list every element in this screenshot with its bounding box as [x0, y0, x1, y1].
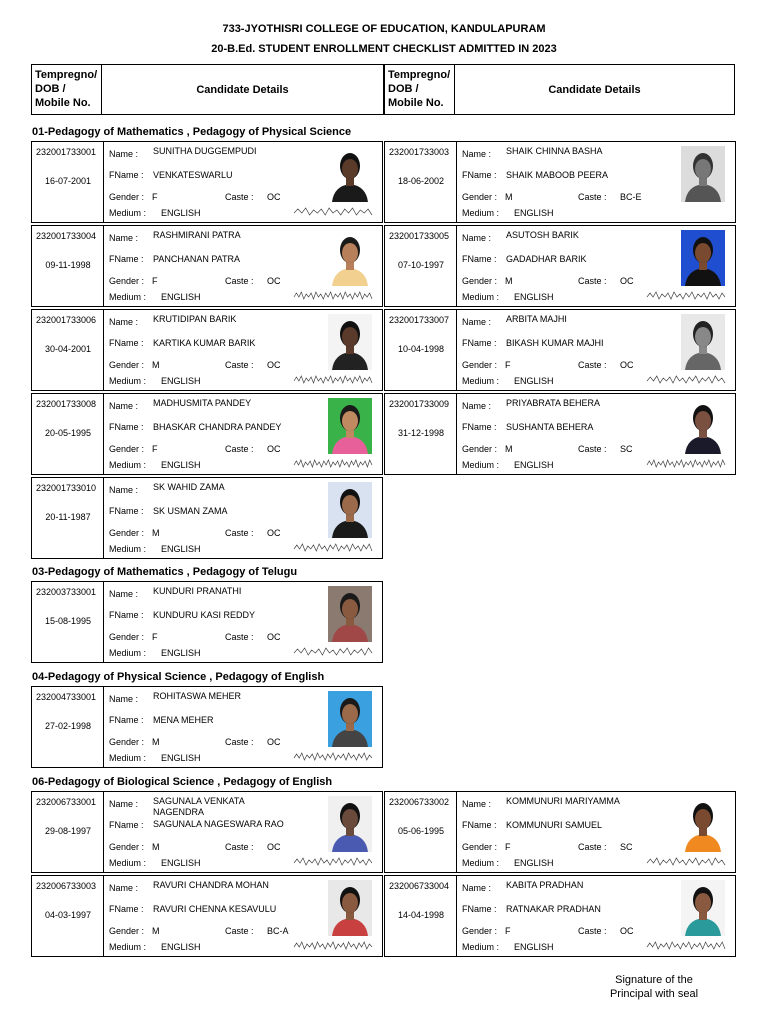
student-card: [384, 309, 736, 391]
father-name: SHAIK MABOOB PEERA: [506, 170, 609, 180]
student-name: KRUTIDIPAN BARIK: [153, 314, 237, 324]
father-name: SAGUNALA NAGESWARA RAO: [153, 819, 284, 829]
student-reg-cell: [32, 310, 104, 390]
name-label: Name :: [109, 799, 139, 809]
student-card: [31, 141, 383, 223]
student-signature: [292, 372, 376, 386]
name-label: Name :: [462, 149, 492, 159]
student-photo: [328, 482, 372, 538]
gender-value: M: [152, 842, 160, 852]
student-name: ARBITA MAJHI: [506, 314, 567, 324]
fname-label: FName :: [462, 170, 497, 180]
student-photo: [328, 314, 372, 370]
caste-label: Caste :: [225, 632, 254, 642]
gender-label: Gender :: [109, 842, 145, 852]
caste-value: OC: [267, 842, 281, 852]
date-of-birth: 31-12-1998: [397, 428, 445, 438]
student-photo: [328, 880, 372, 936]
temp-reg-no: 232003733001: [36, 587, 97, 597]
date-of-birth: 05-06-1995: [397, 826, 445, 836]
temp-reg-no: 232001733001: [36, 147, 97, 157]
student-card: [31, 875, 383, 957]
fname-label: FName :: [109, 338, 144, 348]
father-name: MENA MEHER: [153, 715, 214, 725]
father-name: RATNAKAR PRADHAN: [506, 904, 601, 914]
student-name: RAVURI CHANDRA MOHAN: [153, 880, 269, 890]
principal-signature-label: Signature of the Principal with seal: [609, 974, 699, 1000]
student-card: [31, 393, 383, 475]
caste-label: Caste :: [225, 444, 254, 454]
gender-label: Gender :: [109, 737, 145, 747]
father-name: BHASKAR CHANDRA PANDEY: [153, 422, 282, 432]
caste-value: OC: [267, 632, 281, 642]
name-label: Name :: [109, 694, 139, 704]
caste-label: Caste :: [578, 192, 607, 202]
student-signature: [292, 749, 376, 763]
student-signature: [292, 540, 376, 554]
medium-value: ENGLISH: [514, 292, 554, 302]
date-of-birth: 27-02-1998: [44, 721, 92, 731]
student-signature: [645, 456, 729, 470]
gender-label: Gender :: [462, 276, 498, 286]
student-name: RASHMIRANI PATRA: [153, 230, 241, 240]
fname-label: FName :: [462, 904, 497, 914]
student-signature: [292, 456, 376, 470]
name-label: Name :: [109, 589, 139, 599]
fname-label: FName :: [109, 715, 144, 725]
date-of-birth: 20-05-1995: [44, 428, 92, 438]
temp-reg-no: 232006733002: [389, 797, 450, 807]
temp-reg-no: 232006733003: [36, 881, 97, 891]
temp-reg-no: 232001733010: [36, 483, 97, 493]
temp-reg-no: 232001733004: [36, 231, 97, 241]
gender-value: M: [152, 926, 160, 936]
temp-reg-no: 232001733005: [389, 231, 450, 241]
name-label: Name :: [109, 485, 139, 495]
name-label: Name :: [462, 401, 492, 411]
caste-value: OC: [620, 360, 634, 370]
student-reg-cell: [32, 582, 104, 662]
name-label: Name :: [109, 149, 139, 159]
reg-column-header: Tempregno/ DOB / Mobile No.: [32, 65, 102, 114]
student-signature: [292, 938, 376, 952]
student-card: [31, 686, 383, 768]
student-photo: [681, 146, 725, 202]
name-label: Name :: [109, 233, 139, 243]
medium-label: Medium :: [109, 292, 147, 302]
medium-value: ENGLISH: [161, 648, 201, 658]
student-signature: [292, 644, 376, 658]
date-of-birth: 14-04-1998: [397, 910, 445, 920]
student-card: [384, 791, 736, 873]
caste-label: Caste :: [578, 842, 607, 852]
student-reg-cell: [385, 394, 457, 474]
student-photo: [681, 796, 725, 852]
gender-label: Gender :: [462, 444, 498, 454]
student-name: KABITA PRADHAN: [506, 880, 584, 890]
student-reg-cell: [385, 142, 457, 222]
temp-reg-no: 232001733008: [36, 399, 97, 409]
name-label: Name :: [462, 883, 492, 893]
section-title: 01-Pedagogy of Mathematics , Pedagogy of Physical Science: [32, 126, 352, 138]
gender-label: Gender :: [462, 192, 498, 202]
student-signature: [292, 288, 376, 302]
gender-value: M: [505, 276, 513, 286]
caste-value: OC: [267, 192, 281, 202]
details-column-header: Candidate Details: [548, 83, 641, 96]
details-column-header: Candidate Details: [196, 83, 289, 96]
medium-value: ENGLISH: [161, 753, 201, 763]
caste-label: Caste :: [225, 528, 254, 538]
temp-reg-no: 232001733003: [389, 147, 450, 157]
gender-value: F: [152, 444, 158, 454]
student-name: PRIYABRATA BEHERA: [506, 398, 601, 408]
student-photo: [328, 398, 372, 454]
caste-label: Caste :: [225, 192, 254, 202]
student-signature: [645, 854, 729, 868]
caste-label: Caste :: [225, 842, 254, 852]
name-label: Name :: [109, 317, 139, 327]
fname-label: FName :: [109, 610, 144, 620]
gender-value: F: [152, 192, 158, 202]
gender-label: Gender :: [462, 360, 498, 370]
table-header-left: [31, 64, 384, 115]
medium-label: Medium :: [109, 858, 147, 868]
gender-value: M: [152, 360, 160, 370]
student-photo: [681, 314, 725, 370]
student-reg-cell: [32, 142, 104, 222]
gender-label: Gender :: [109, 632, 145, 642]
student-reg-cell: [32, 876, 104, 956]
gender-value: F: [505, 926, 511, 936]
student-card: [384, 393, 736, 475]
caste-value: SC: [620, 444, 633, 454]
date-of-birth: 10-04-1998: [397, 344, 445, 354]
student-name: SK WAHID ZAMA: [153, 482, 225, 492]
student-reg-cell: [385, 226, 457, 306]
medium-value: ENGLISH: [161, 544, 201, 554]
student-card: [384, 141, 736, 223]
date-of-birth: 18-06-2002: [397, 176, 445, 186]
caste-value: SC: [620, 842, 633, 852]
student-signature: [645, 372, 729, 386]
father-name: KUNDURU KASI REDDY: [153, 610, 256, 620]
gender-value: M: [505, 444, 513, 454]
name-label: Name :: [109, 883, 139, 893]
father-name: VENKATESWARLU: [153, 170, 233, 180]
gender-value: F: [152, 276, 158, 286]
caste-value: OC: [267, 276, 281, 286]
date-of-birth: 20-11-1987: [45, 512, 91, 522]
gender-label: Gender :: [109, 192, 145, 202]
student-reg-cell: [385, 310, 457, 390]
gender-label: Gender :: [109, 926, 145, 936]
father-name: SK USMAN ZAMA: [153, 506, 228, 516]
gender-value: F: [505, 842, 511, 852]
student-reg-cell: [32, 394, 104, 474]
date-of-birth: 09-11-1998: [45, 260, 91, 270]
caste-label: Caste :: [225, 926, 254, 936]
student-card: [384, 875, 736, 957]
father-name: SUSHANTA BEHERA: [506, 422, 594, 432]
caste-value: BC-E: [620, 192, 642, 202]
temp-reg-no: 232004733001: [36, 692, 97, 702]
student-name: ROHITASWA MEHER: [153, 691, 242, 701]
temp-reg-no: 232006733004: [389, 881, 450, 891]
reg-column-header: Tempregno/ DOB / Mobile No.: [385, 65, 455, 114]
medium-label: Medium :: [109, 942, 147, 952]
student-name: SAGUNALA VENKATA NAGENDRA: [153, 796, 245, 817]
father-name: BIKASH KUMAR MAJHI: [506, 338, 604, 348]
caste-label: Caste :: [225, 737, 254, 747]
name-label: Name :: [462, 317, 492, 327]
father-name: GADADHAR BARIK: [506, 254, 587, 264]
temp-reg-no: 232006733001: [36, 797, 97, 807]
student-reg-cell: [32, 226, 104, 306]
caste-value: OC: [267, 444, 281, 454]
college-title: 733-JYOTHISRI COLLEGE OF EDUCATION, KANDULAPURAM: [222, 23, 546, 35]
medium-label: Medium :: [462, 858, 500, 868]
date-of-birth: 16-07-2001: [44, 176, 92, 186]
fname-label: FName :: [462, 338, 497, 348]
medium-label: Medium :: [109, 544, 147, 554]
medium-value: ENGLISH: [161, 292, 201, 302]
name-label: Name :: [462, 799, 492, 809]
caste-value: OC: [620, 276, 634, 286]
medium-value: ENGLISH: [514, 858, 554, 868]
medium-label: Medium :: [462, 942, 500, 952]
student-name: ASUTOSH BARIK: [506, 230, 579, 240]
student-reg-cell: [32, 687, 104, 767]
medium-value: ENGLISH: [161, 942, 201, 952]
student-card: [384, 225, 736, 307]
date-of-birth: 29-08-1997: [44, 826, 92, 836]
gender-label: Gender :: [109, 444, 145, 454]
gender-label: Gender :: [109, 276, 145, 286]
student-reg-cell: [385, 792, 457, 872]
fname-label: FName :: [462, 422, 497, 432]
gender-label: Gender :: [462, 842, 498, 852]
student-photo: [328, 691, 372, 747]
student-signature: [645, 938, 729, 952]
student-card: [31, 309, 383, 391]
caste-value: BC-A: [267, 926, 289, 936]
fname-label: FName :: [109, 506, 144, 516]
student-name: SHAIK CHINNA BASHA: [506, 146, 603, 156]
medium-value: ENGLISH: [514, 942, 554, 952]
name-label: Name :: [109, 401, 139, 411]
caste-label: Caste :: [225, 276, 254, 286]
table-header-right: [384, 64, 735, 115]
temp-reg-no: 232001733007: [389, 315, 450, 325]
caste-label: Caste :: [578, 276, 607, 286]
medium-label: Medium :: [109, 648, 147, 658]
caste-label: Caste :: [578, 926, 607, 936]
medium-value: ENGLISH: [514, 376, 554, 386]
student-photo: [328, 230, 372, 286]
gender-value: F: [152, 632, 158, 642]
father-name: PANCHANAN PATRA: [153, 254, 241, 264]
student-card: [31, 791, 383, 873]
fname-label: FName :: [109, 254, 144, 264]
student-name: KUNDURI PRANATHI: [153, 586, 242, 596]
medium-label: Medium :: [462, 208, 500, 218]
medium-label: Medium :: [109, 376, 147, 386]
section-title: 04-Pedagogy of Physical Science , Pedagogy of English: [32, 671, 325, 683]
fname-label: FName :: [462, 820, 497, 830]
fname-label: FName :: [109, 904, 144, 914]
name-label: Name :: [462, 233, 492, 243]
father-name: KOMMUNURI SAMUEL: [506, 820, 603, 830]
medium-label: Medium :: [109, 753, 147, 763]
section-title: 03-Pedagogy of Mathematics , Pedagogy of Telugu: [32, 566, 298, 578]
caste-label: Caste :: [578, 360, 607, 370]
medium-label: Medium :: [109, 460, 147, 470]
gender-value: M: [505, 192, 513, 202]
student-photo: [681, 230, 725, 286]
date-of-birth: 15-08-1995: [44, 616, 92, 626]
student-name: KOMMUNURI MARIYAMMA: [506, 796, 620, 806]
student-photo: [328, 796, 372, 852]
date-of-birth: 04-03-1997: [44, 910, 92, 920]
student-photo: [328, 586, 372, 642]
student-photo: [681, 880, 725, 936]
gender-label: Gender :: [109, 528, 145, 538]
fname-label: FName :: [462, 254, 497, 264]
student-reg-cell: [32, 478, 104, 558]
fname-label: FName :: [109, 170, 144, 180]
temp-reg-no: 232001733009: [389, 399, 450, 409]
student-name: SUNITHA DUGGEMPUDI: [153, 146, 257, 156]
student-card: [31, 477, 383, 559]
father-name: RAVURI CHENNA KESAVULU: [153, 904, 277, 914]
father-name: KARTIKA KUMAR BARIK: [153, 338, 256, 348]
fname-label: FName :: [109, 820, 144, 830]
medium-label: Medium :: [462, 376, 500, 386]
temp-reg-no: 232001733006: [36, 315, 97, 325]
medium-value: ENGLISH: [161, 858, 201, 868]
caste-value: OC: [267, 528, 281, 538]
gender-value: M: [152, 528, 160, 538]
checklist-title: 20-B.Ed. STUDENT ENROLLMENT CHECKLIST ADMITTED IN 2023: [211, 43, 557, 55]
student-reg-cell: [385, 876, 457, 956]
medium-value: ENGLISH: [514, 208, 554, 218]
student-signature: [292, 204, 376, 218]
caste-value: OC: [267, 360, 281, 370]
section-title: 06-Pedagogy of Biological Science , Pedagogy of English: [32, 776, 333, 788]
medium-label: Medium :: [109, 208, 147, 218]
medium-value: ENGLISH: [161, 208, 201, 218]
student-card: [31, 225, 383, 307]
medium-label: Medium :: [462, 460, 500, 470]
caste-label: Caste :: [225, 360, 254, 370]
medium-value: ENGLISH: [161, 376, 201, 386]
gender-label: Gender :: [109, 360, 145, 370]
caste-value: OC: [620, 926, 634, 936]
gender-value: M: [152, 737, 160, 747]
date-of-birth: 30-04-2001: [44, 344, 92, 354]
student-reg-cell: [32, 792, 104, 872]
student-signature: [645, 288, 729, 302]
medium-label: Medium :: [462, 292, 500, 302]
medium-value: ENGLISH: [161, 460, 201, 470]
student-name: MADHUSMITA PANDEY: [153, 398, 252, 408]
gender-label: Gender :: [462, 926, 498, 936]
caste-label: Caste :: [578, 444, 607, 454]
gender-value: F: [505, 360, 511, 370]
caste-value: OC: [267, 737, 281, 747]
student-signature: [292, 854, 376, 868]
medium-value: ENGLISH: [514, 460, 554, 470]
date-of-birth: 07-10-1997: [397, 260, 445, 270]
student-card: [31, 581, 383, 663]
fname-label: FName :: [109, 422, 144, 432]
student-photo: [328, 146, 372, 202]
student-photo: [681, 398, 725, 454]
